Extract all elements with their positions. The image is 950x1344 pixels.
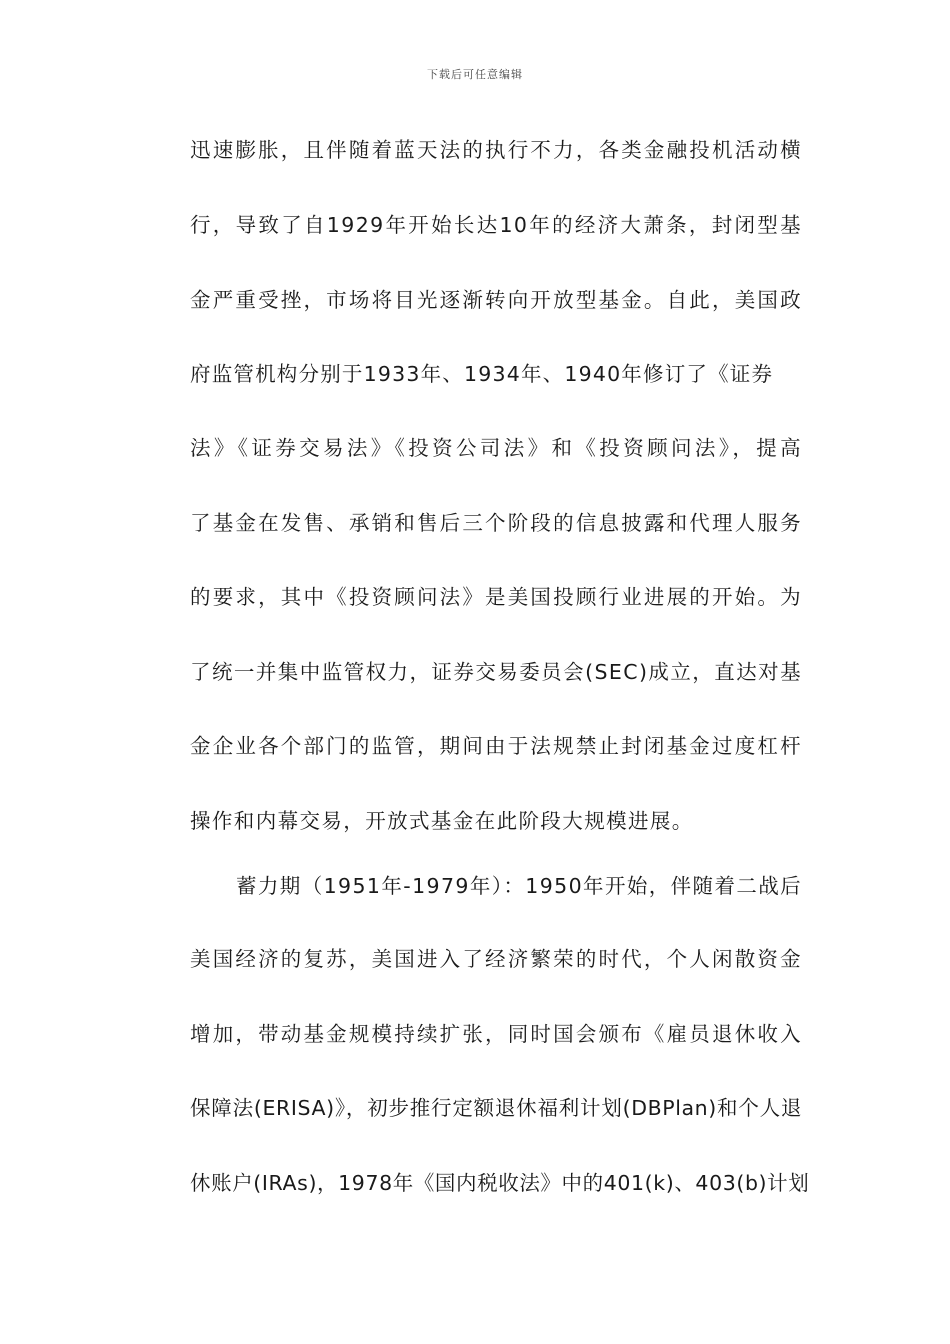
body-line: 府监管机构分别于1933年、1934年、1940年修订了《证券 [190, 362, 774, 386]
body-line: 行，导致了自1929年开始长达10年的经济大萧条，封闭型基 [190, 213, 802, 237]
body-line: 迅速膨胀，且伴随着蓝天法的执行不力，各类金融投机活动横 [190, 138, 802, 162]
body-line: 操作和内幕交易，开放式基金在此阶段大规模进展。 [190, 809, 694, 833]
paragraph-first-line: 蓄力期（1951年-1979年）：1950年开始，伴随着二战后 [236, 874, 803, 898]
body-line: 了统一并集中监管权力，证券交易委员会(SEC)成立，直达对基 [190, 660, 802, 684]
body-line: 的要求，其中《投资顾问法》是美国投顾行业进展的开始。为 [190, 585, 802, 609]
body-line: 金严重受挫，市场将目光逐渐转向开放型基金。自此，美国政 [190, 288, 802, 312]
body-line: 法》《证券交易法》《投资公司法》和《投资顾问法》，提高 [190, 436, 802, 460]
body-line: 金企业各个部门的监管，期间由于法规禁止封闭基金过度杠杆 [190, 734, 802, 758]
body-line: 休账户(IRAs)，1978年《国内税收法》中的401(k)、403(b)计划 [190, 1171, 810, 1195]
body-line: 美国经济的复苏，美国进入了经济繁荣的时代，个人闲散资金 [190, 947, 802, 971]
body-line: 了基金在发售、承销和售后三个阶段的信息披露和代理人服务 [190, 511, 802, 535]
body-line: 保障法(ERISA)》，初步推行定额退休福利计划(DBPlan)和个人退 [190, 1096, 802, 1120]
body-line: 增加，带动基金规模持续扩张，同时国会颁布《雇员退休收入 [190, 1022, 802, 1046]
page-header: 下载后可任意编辑 [427, 68, 523, 81]
